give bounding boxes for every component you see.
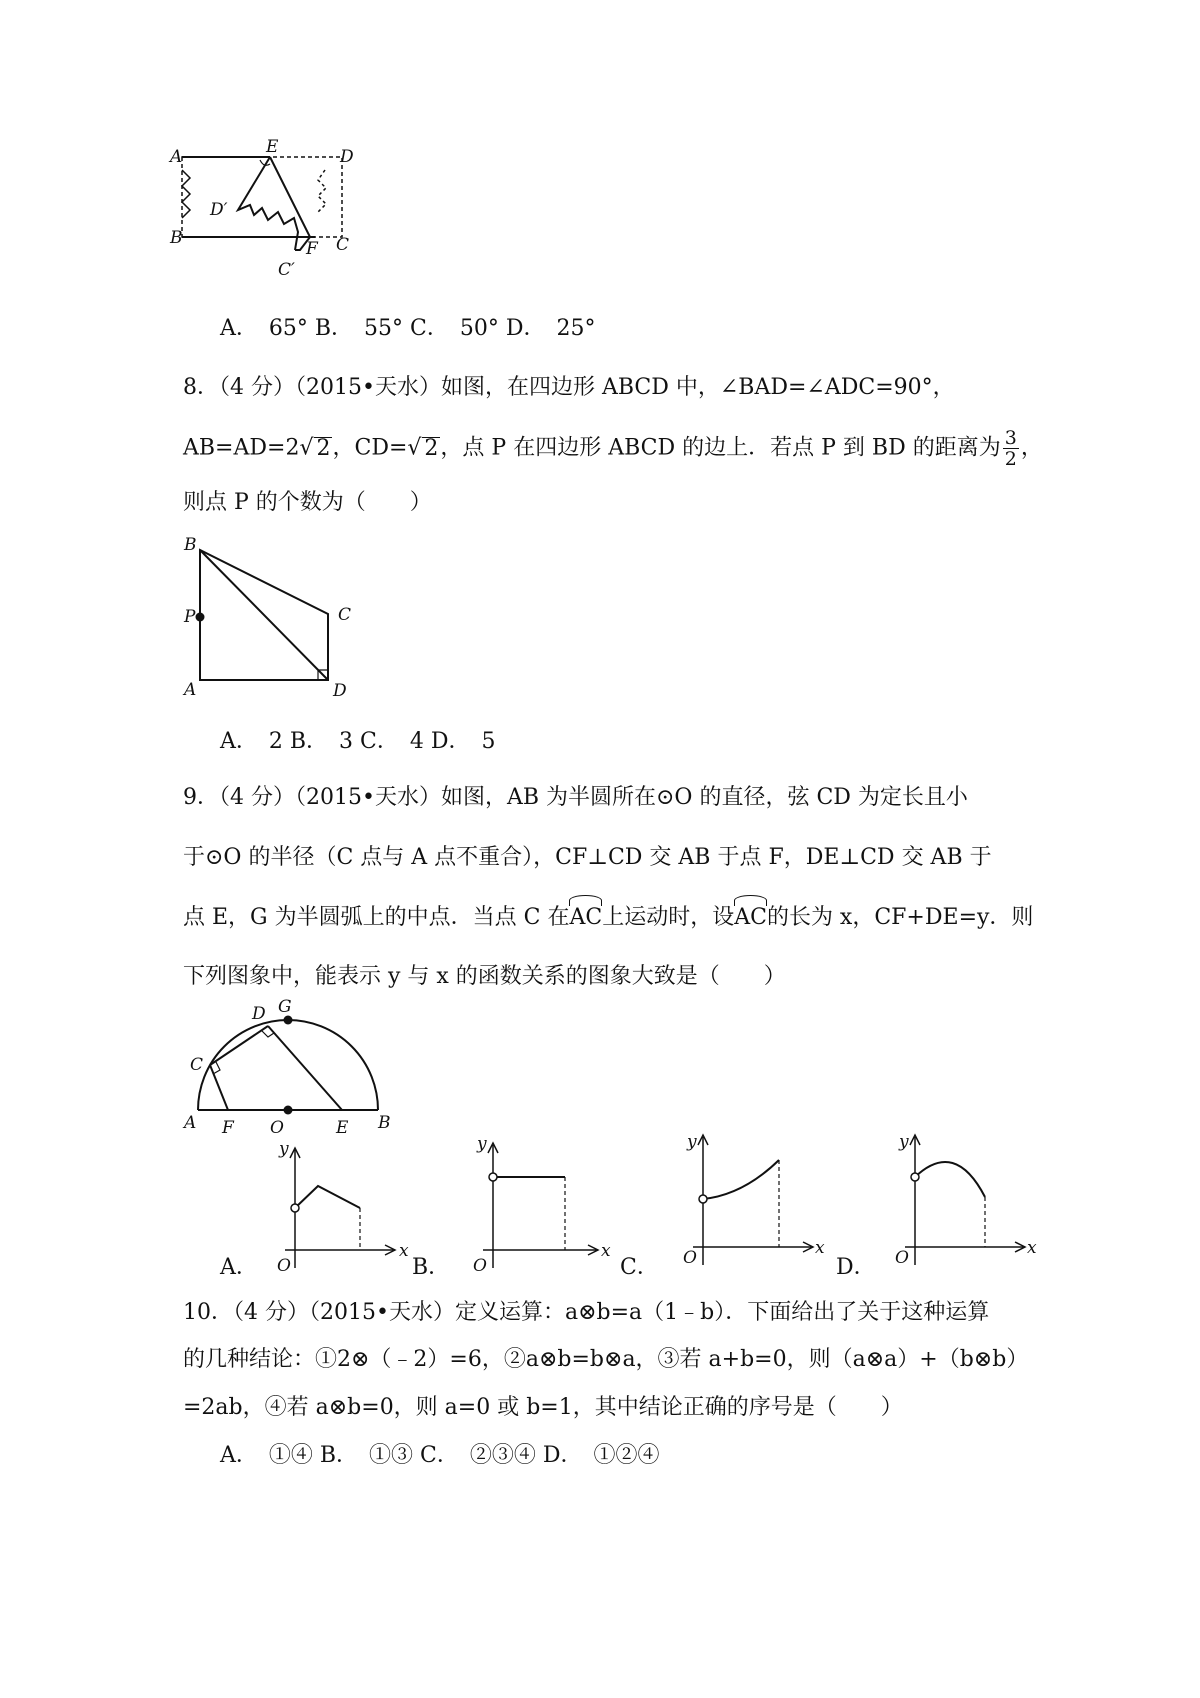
q7-label-d: D — [340, 147, 354, 167]
q9-label-e: E — [336, 1118, 349, 1138]
q8-sqrt-a: 2 — [316, 435, 331, 461]
q8-choices: A． 2 B． 3 C． 4 D． 5 — [220, 729, 496, 754]
q9-label-g: G — [278, 997, 292, 1017]
q8-figure — [170, 530, 370, 710]
q9-line3-part-b: 上运动时，设 — [602, 905, 735, 930]
q8-label-d: D — [333, 681, 347, 701]
q9-graph-b-o: O — [473, 1256, 487, 1276]
q9-line3-part-a: 点 E，G 为半圆弧上的中点．当点 C 在 — [183, 905, 570, 930]
q9-graph-c-y: y — [687, 1132, 697, 1152]
q7-label-dprime: D′ — [210, 200, 228, 220]
q8-line2-part-a: AB=AD=2 — [183, 435, 300, 461]
q9-graph-d-o: O — [895, 1248, 909, 1268]
q9-line4: 下列图象中，能表示 y 与 x 的函数关系的图象大致是（ ） — [183, 964, 786, 989]
q9-graph-a-x: x — [399, 1241, 409, 1261]
q7-label-cprime: C′ — [278, 260, 295, 280]
q9-option-d-label: D． — [836, 1255, 876, 1280]
q9-graph-c-x: x — [815, 1238, 825, 1258]
q7-label-c: C — [336, 235, 350, 255]
q9-line1: 9．（4 分）（2015•天水）如图，AB 为半圆所在⊙O 的直径，弦 CD 为定长且小 — [183, 785, 968, 810]
q9-graph-a-o: O — [277, 1256, 291, 1276]
q9-graph-d-y: y — [899, 1132, 909, 1152]
q7-choices: A． 65° B． 55° C． 50° D． 25° — [220, 316, 596, 341]
q10-line3: =2ab，④若 a⊗b=0，则 a=0 或 b=1，其中结论正确的序号是（ ） — [183, 1395, 903, 1420]
q9-option-a-label: A． — [220, 1255, 258, 1280]
q9-graph-b — [463, 1134, 611, 1276]
q9-graph-c — [673, 1127, 823, 1272]
q9-line2: 于⊙O 的半径（C 点与 A 点不重合），CF⊥CD 交 AB 于点 F，DE⊥CD 交 AB 于 — [183, 845, 992, 870]
q9-figure — [170, 997, 400, 1140]
q8-line1: 8．（4 分）（2015•天水）如图，在四边形 ABCD 中，∠BAD=∠ADC=90°， — [183, 375, 955, 400]
q8-frac-den: 2 — [1004, 448, 1017, 470]
q8-frac-num: 3 — [1004, 427, 1017, 449]
q8-label-p: P — [184, 607, 196, 627]
q8-sqrt-b: 2 — [424, 435, 439, 461]
q8-label-c: C — [338, 605, 352, 625]
q9-graph-c-o: O — [683, 1248, 697, 1268]
q9-graph-d-x: x — [1027, 1238, 1037, 1258]
q9-graph-d — [885, 1127, 1035, 1272]
q9-graph-a-y: y — [279, 1139, 289, 1159]
q7-label-f: F — [306, 239, 318, 259]
q10-line2: 的几种结论：①2⊗（﹣2）=6，②a⊗b=b⊗a，③若 a+b=0，则（a⊗a）+（b⊗b） — [183, 1347, 1029, 1372]
q7-label-a: A — [170, 147, 183, 167]
q8-line3: 则点 P 的个数为（ ） — [183, 490, 432, 515]
q9-option-c-label: C． — [620, 1255, 659, 1280]
q9-label-f: F — [222, 1118, 234, 1138]
q9-line3-part-c: 的长为 x，CF+DE=y．则 — [766, 905, 1034, 930]
q8-label-a: A — [184, 680, 197, 700]
q9-graph-b-y: y — [477, 1134, 487, 1154]
q7-label-e: E — [266, 137, 279, 157]
q8-line2-part-c: ，点 P 在四边形 ABCD 的边上．若点 P 到 BD 的距离为 — [440, 435, 1001, 461]
q9-label-d: D — [252, 1004, 266, 1024]
q9-label-b: B — [378, 1113, 391, 1133]
q9-option-b-label: B． — [412, 1255, 451, 1280]
q10-line1: 10．（4 分）（2015•天水）定义运算：a⊗b=a（1﹣b）．下面给出了关于这种运算 — [183, 1300, 990, 1325]
q9-arc-ac-1: AC — [569, 903, 602, 933]
q9-arc-ac-2: AC — [734, 903, 767, 933]
q10-choices: A． ①④ B． ①③ C． ②③④ D． ①②④ — [220, 1443, 660, 1468]
q7-figure — [170, 137, 370, 280]
q9-line3 — [183, 903, 1033, 933]
q8-line2-part-d: ， — [1020, 435, 1043, 461]
q8-label-b: B — [184, 535, 197, 555]
q8-line2: AB=AD=2√ 2，CD=√ 2，点 P 在四边形 ABCD 的边上．若点 P 到 BD 的距离为 $\frac{3}{2}$ ， — [183, 427, 1043, 470]
q8-line2-part-b: ，CD= — [332, 435, 408, 461]
q9-label-c: C — [190, 1055, 204, 1075]
q9-label-o: O — [270, 1118, 284, 1138]
q8-fraction — [1003, 428, 1019, 469]
q7-label-b: B — [170, 228, 183, 248]
q9-label-a: A — [184, 1113, 197, 1133]
q9-graph-a — [265, 1140, 410, 1275]
q9-graph-b-x: x — [601, 1241, 611, 1261]
